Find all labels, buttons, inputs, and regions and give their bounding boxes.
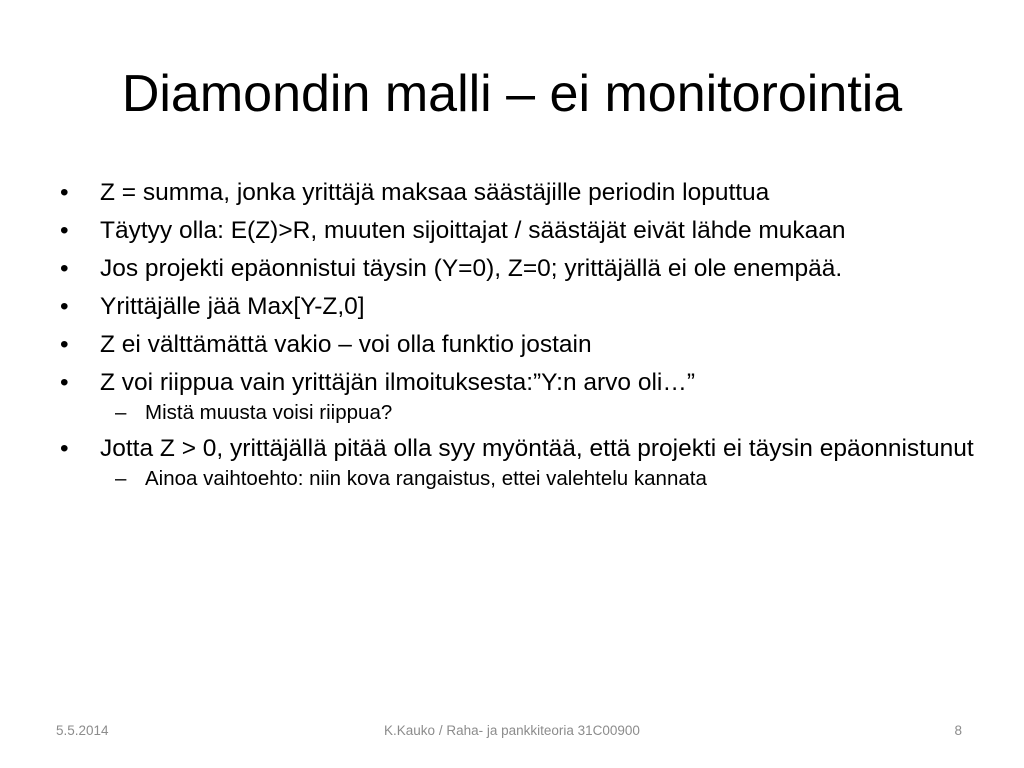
bullet-marker: • [60,179,69,206]
bullet-item [60,434,980,464]
bullet-item [60,330,980,360]
bullet-text: Z = summa, jonka yrittäjä maksaa säästäjille periodin loputtua [100,179,770,206]
bullet-marker: • [60,255,69,282]
bullet-list [60,178,980,492]
bullet-marker: • [60,331,69,358]
bullet-text: Z voi riippua vain yrittäjän ilmoituksesta:”Y:n arvo oli…” [100,369,696,396]
bullet-text: Z ei välttämättä vakio – voi olla funktio jostain [100,331,592,358]
sub-bullet-item [60,466,980,492]
sub-bullet-text: Mistä muusta voisi riippua? [145,401,393,424]
bullet-marker: • [60,369,69,396]
footer-date: 5.5.2014 [56,723,109,738]
footer-course: K.Kauko / Raha- ja pankkiteoria 31C00900 [384,723,640,738]
sub-bullet-item [60,400,980,426]
sub-bullet-marker: – [115,401,127,424]
bullet-item [60,368,980,398]
bullet-marker: • [60,217,69,244]
bullet-item [60,254,980,284]
bullet-text: Jotta Z > 0, yrittäjällä pitää olla syy myöntää, että projekti ei täysin epäonnistunut [100,435,974,462]
bullet-text: Jos projekti epäonnistui täysin (Y=0), Z=0; yrittäjällä ei ole enempää. [100,255,843,282]
slide-title: Diamondin malli – ei monitorointia [121,65,903,123]
bullet-text: Yrittäjälle jää Max[Y-Z,0] [100,293,365,320]
bullet-marker: • [60,435,69,462]
slide-content [60,178,980,500]
bullet-text: Täytyy olla: E(Z)>R, muuten sijoittajat / säästäjät eivät lähde mukaan [100,217,846,244]
sub-bullet-text: Ainoa vaihtoehto: niin kova rangaistus, ettei valehtelu kannata [145,467,707,490]
bullet-marker: • [60,293,69,320]
footer-page-number: 8 [954,723,962,738]
bullet-item [60,292,980,322]
bullet-item [60,178,980,208]
bullet-item [60,216,980,246]
sub-bullet-marker: – [115,467,127,490]
